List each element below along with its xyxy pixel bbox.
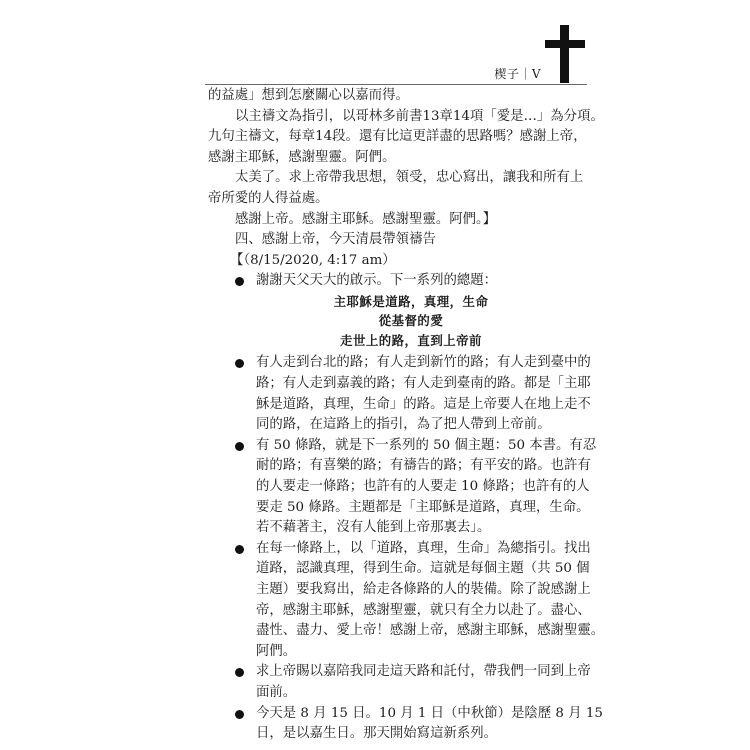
bullet-item <box>208 436 597 539</box>
paragraph-line: 太美了。求上帝帶我思想，領受，忠心寫出，讓我和所有上 <box>235 170 584 186</box>
bullet-line: 盡性、盡力、愛上帝！感謝上帝，感謝主耶穌，感謝聖靈。 <box>256 623 605 639</box>
running-title: 楔子｜V <box>494 67 541 81</box>
bullet-icon <box>235 545 244 554</box>
bullet-line: 有 50 條路，就是下一系列的 50 個主題：50 本書。有忍 <box>256 437 597 453</box>
paragraph-main-prayer <box>208 107 604 169</box>
bullet-line: 道路，認識真理，得到生命。這就是每個主題（共 50 個 <box>256 561 590 577</box>
bullet-line: 帝，感謝主耶穌，感謝聖靈，就只有全力以赴了。盡心、 <box>256 602 591 618</box>
series-title-1: 主耶穌是道路，真理，生命 <box>333 293 489 309</box>
bullet-line: 的人要走一條路；也許有的人要走 10 條路；也許有的人 <box>256 479 590 494</box>
bullet-line: 阿們。 <box>256 643 297 659</box>
paragraph-line: 以主禱文為指引，以哥林多前書13章14項「愛是…」為分項。 <box>235 108 604 124</box>
bullet-icon <box>235 359 244 368</box>
paragraph-line: 帝所愛的人得益處。 <box>208 190 329 206</box>
date-stamp: 【（8/15/2020, 4:17 am） <box>230 252 396 268</box>
bullet-line: 同的路，在這路上的指引，為了把人帶到上帝前。 <box>256 417 551 433</box>
bullet-line: 要走 50 條路。主題都是「主耶穌是道路，真理，生命。 <box>256 499 590 515</box>
bullet-item <box>208 539 605 663</box>
section-heading: 四、感謝上帝，今天清晨帶領禱告 <box>235 232 436 248</box>
bullet-line: 日，是以嘉生日。那天開始寫這新系列。 <box>256 726 498 742</box>
bullet-line: 主題）要我寫出，給走各條路的人的裝備。除了說感謝上 <box>256 581 591 597</box>
bullet-item <box>208 662 590 703</box>
bullet-icon <box>235 277 244 286</box>
bullet-line: 謝謝天父天大的啟示。下一系列的總題： <box>256 273 498 289</box>
bullet-line: 路；有人走到嘉義的路；有人走到臺南的路。都是「主耶 <box>256 376 591 392</box>
paragraph-line: 感謝主耶穌，感謝聖靈。阿們。 <box>208 149 396 165</box>
bullet-icon <box>235 442 244 451</box>
bullet-icon <box>235 710 244 719</box>
header-rule <box>205 84 587 85</box>
bullet-line: 面前。 <box>256 684 297 700</box>
bullet-icon <box>235 668 244 677</box>
bullet-line: 耐的路；有喜樂的路；有禱告的路；有平安的路。也許有 <box>256 458 591 474</box>
series-title-2: 從基督的愛 <box>378 313 444 329</box>
page-body <box>208 86 605 745</box>
bullet-item <box>208 353 590 435</box>
paragraph-line: 的益處」想到怎麼關心以嘉而得。 <box>208 88 409 103</box>
bullet-line: 有人走到台北的路；有人走到新竹的路；有人走到臺中的 <box>256 355 591 371</box>
paragraph-wonderful <box>208 168 590 209</box>
bullet-line: 若不藉著主，沒有人能到上帝那裏去」。 <box>256 520 491 536</box>
series-title-3: 走世上的路，直到上帝前 <box>340 332 482 348</box>
paragraph-line: 九句主禱文，每章14段。還有比這更詳盡的思路嗎？感謝上帝， <box>208 129 587 145</box>
bullet-line: 今天是 8 月 15 日。10 月 1 日（中秋節）是陰歷 8 月 15 <box>256 705 603 721</box>
bullet-line: 穌是道路，真理，生命」的路。這是上帝要人在地上走不 <box>256 396 591 412</box>
paragraph-line: 感謝上帝。感謝主耶穌。感謝聖靈。阿們。】 <box>235 211 497 227</box>
bullet-item <box>208 704 603 745</box>
running-header <box>205 66 587 82</box>
bullet-line: 求上帝賜以嘉陪我同走這天路和託付，帶我們一同到上帝 <box>256 664 591 680</box>
bullet-line: 在每一條路上，以「道路，真理，生命」為總指引。找出 <box>256 540 591 556</box>
bullet-item <box>208 271 590 292</box>
